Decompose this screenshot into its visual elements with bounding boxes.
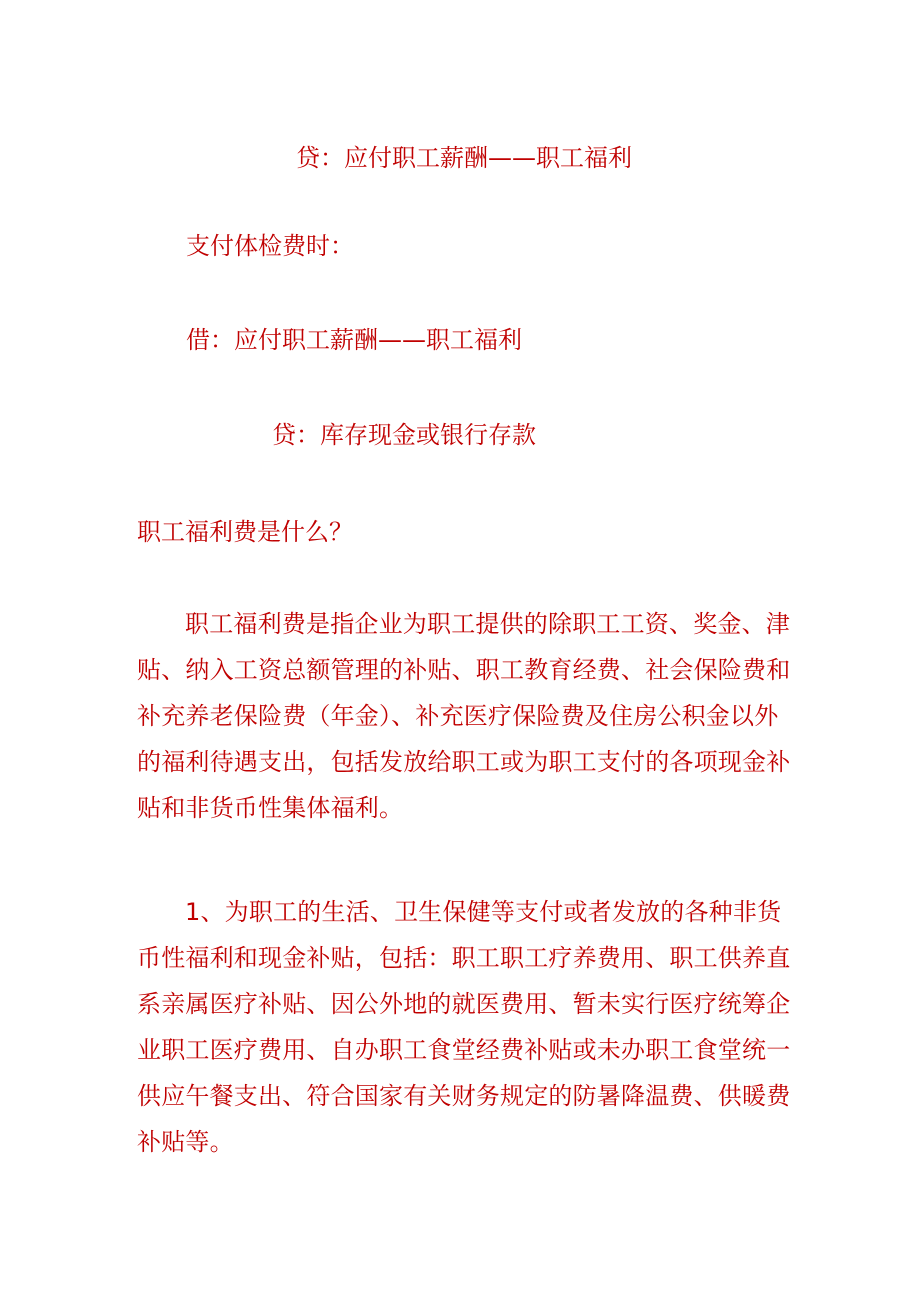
item-1-paragraph: [137, 889, 797, 1165]
pay-checkup-heading: 支付体检费时：: [186, 232, 354, 260]
definition-paragraph: [137, 601, 797, 831]
credit-entry-cash: 贷：库存现金或银行存款: [272, 421, 536, 449]
section-question: 职工福利费是什么？: [137, 518, 353, 546]
item-1-text: 1、为职工的生活、卫生保健等支付或者发放的各种非货币性福利和现金补贴，包括：职工职工疗养费用、职工供养直系亲属医疗补贴、因公外地的就医费用、暂未实行医疗统筹企业职工医疗费用、自办职工食堂经费补贴或未办职工食堂统一供应午餐支出、符合国家有关财务规定的防暑降温费、供暖费补贴等。: [137, 898, 791, 1156]
definition-text: 职工福利费是指企业为职工提供的除职工工资、奖金、津贴、纳入工资总额管理的补贴、职工教育经费、社会保险费和补充养老保险费（年金）、补充医疗保险费及住房公积金以外的福利待遇支出，包括发放给职工或为职工支付的各项现金补贴和非货币性集体福利。: [137, 610, 791, 822]
credit-entry-welfare: 贷：应付职工薪酬——职工福利: [296, 144, 632, 172]
debit-entry-welfare: 借：应付职工薪酬——职工福利: [186, 326, 522, 354]
